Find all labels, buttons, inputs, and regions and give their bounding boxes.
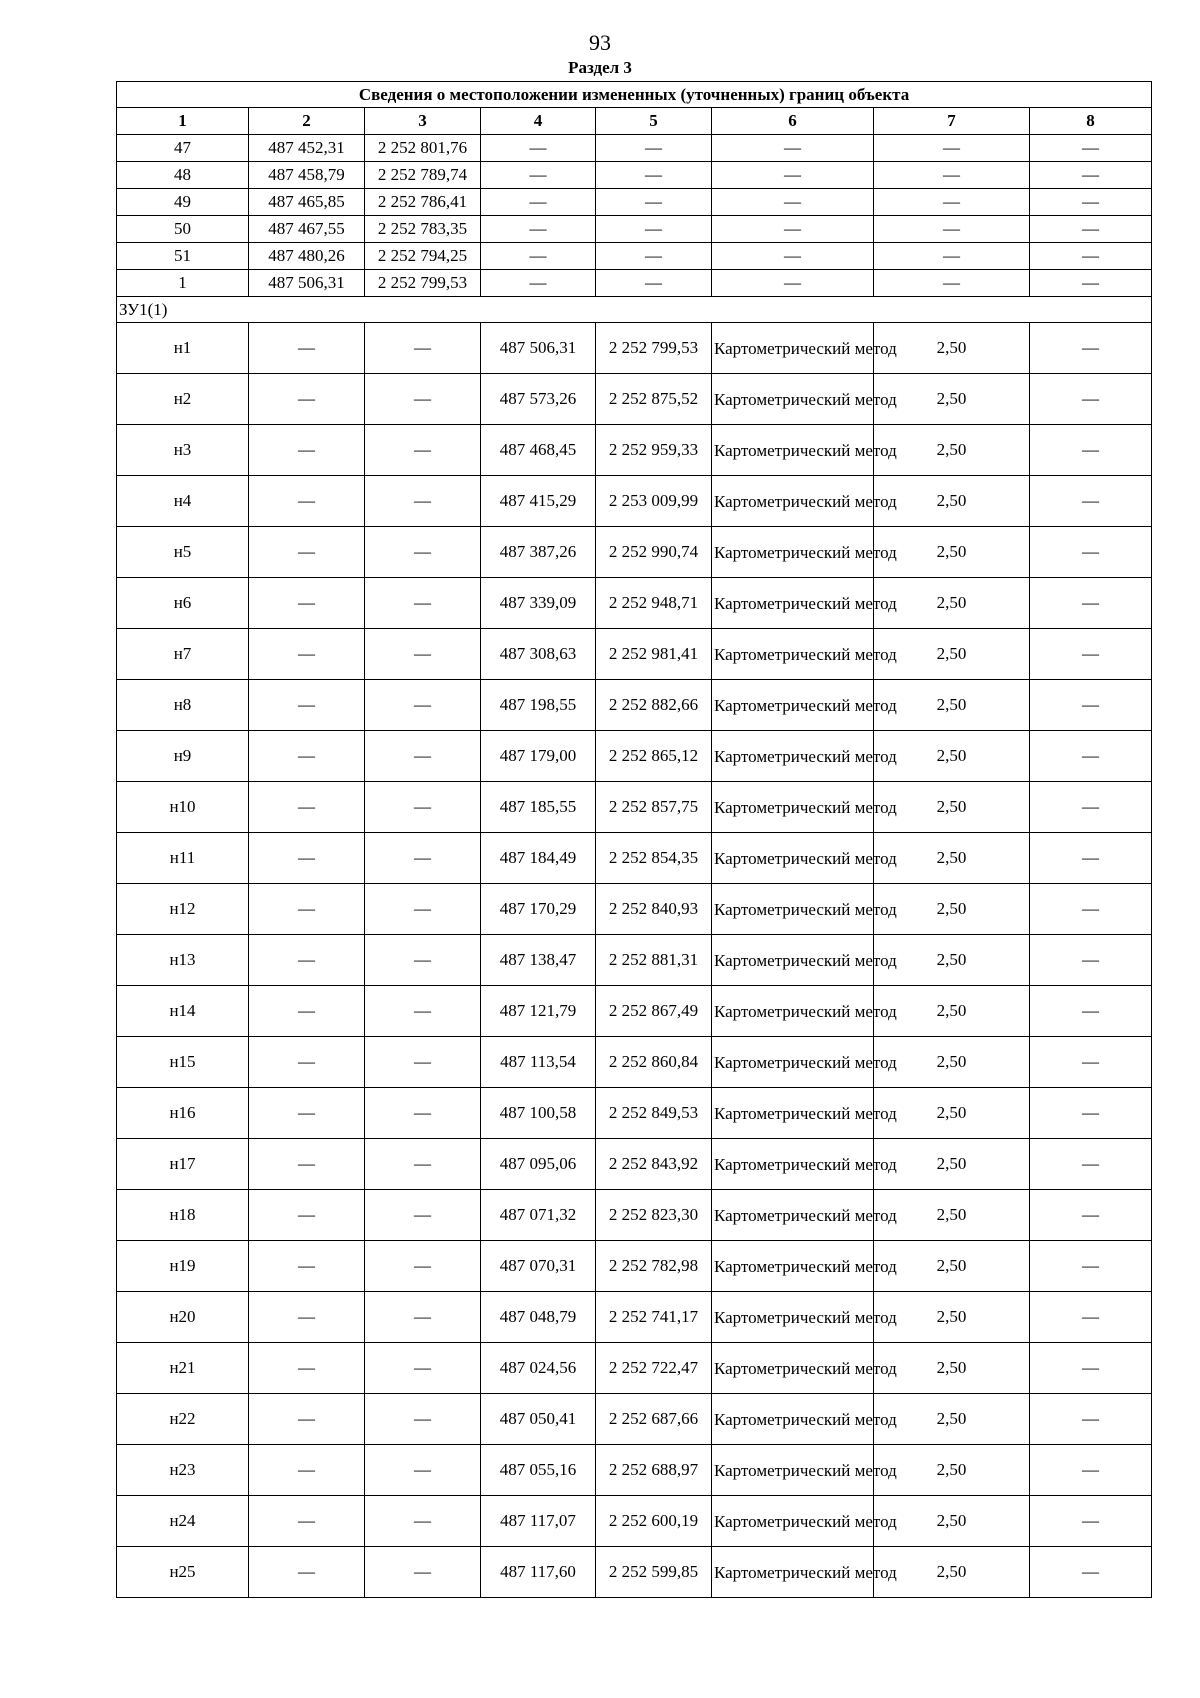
accuracy-cell: 2,50 (874, 1241, 1030, 1292)
empty-dash-cell: — (249, 476, 365, 527)
empty-dash-cell: — (249, 1547, 365, 1598)
accuracy-cell: 2,50 (874, 1088, 1030, 1139)
empty-dash-cell: — (249, 323, 365, 374)
empty-dash-cell: — (1030, 1190, 1152, 1241)
accuracy-cell: 2,50 (874, 782, 1030, 833)
column-number-5: 5 (596, 108, 712, 135)
existing-y-cell: 2 252 783,35 (365, 216, 481, 243)
empty-dash-cell: — (365, 986, 481, 1037)
accuracy-cell: 2,50 (874, 1292, 1030, 1343)
empty-dash-cell: — (365, 731, 481, 782)
new-y-cell: 2 252 600,19 (596, 1496, 712, 1547)
new-x-cell: 487 055,16 (481, 1445, 596, 1496)
empty-dash-cell: — (365, 1445, 481, 1496)
accuracy-cell: 2,50 (874, 374, 1030, 425)
accuracy-cell: 2,50 (874, 476, 1030, 527)
new-x-cell: 487 339,09 (481, 578, 596, 629)
empty-dash-cell: — (1030, 782, 1152, 833)
table-row (117, 1241, 1152, 1292)
empty-dash-cell: — (1030, 243, 1152, 270)
empty-dash-cell: — (365, 1394, 481, 1445)
method-cell: Картометрический метод (712, 1394, 874, 1445)
method-cell: Картометрический метод (712, 476, 874, 527)
method-cell: Картометрический метод (712, 578, 874, 629)
new-x-cell: 487 198,55 (481, 680, 596, 731)
accuracy-cell: 2,50 (874, 1547, 1030, 1598)
empty-dash-cell: — (365, 476, 481, 527)
empty-dash-cell: — (1030, 135, 1152, 162)
empty-dash-cell: — (1030, 833, 1152, 884)
group-row (117, 297, 1152, 323)
table-row (117, 425, 1152, 476)
empty-dash-cell: — (481, 216, 596, 243)
existing-y-cell: 2 252 789,74 (365, 162, 481, 189)
new-y-cell: 2 252 840,93 (596, 884, 712, 935)
new-x-cell: 487 095,06 (481, 1139, 596, 1190)
new-y-cell: 2 252 823,30 (596, 1190, 712, 1241)
empty-dash-cell: — (712, 270, 874, 297)
column-number-row (117, 108, 1152, 135)
empty-dash-cell: — (481, 270, 596, 297)
table-row (117, 243, 1152, 270)
empty-dash-cell: — (365, 527, 481, 578)
new-y-cell: 2 252 687,66 (596, 1394, 712, 1445)
new-x-cell: 487 100,58 (481, 1088, 596, 1139)
table-body (117, 82, 1152, 1598)
empty-dash-cell: — (365, 1292, 481, 1343)
point-number-cell: н16 (117, 1088, 249, 1139)
point-number-cell: н9 (117, 731, 249, 782)
empty-dash-cell: — (249, 833, 365, 884)
page-number: 93 (589, 30, 611, 55)
table-row (117, 527, 1152, 578)
new-x-cell: 487 415,29 (481, 476, 596, 527)
method-cell: Картометрический метод (712, 1343, 874, 1394)
table-row (117, 162, 1152, 189)
empty-dash-cell: — (365, 833, 481, 884)
method-cell: Картометрический метод (712, 1139, 874, 1190)
point-number-cell: н18 (117, 1190, 249, 1241)
existing-y-cell: 2 252 786,41 (365, 189, 481, 216)
table-row (117, 1139, 1152, 1190)
empty-dash-cell: — (365, 1139, 481, 1190)
empty-dash-cell: — (1030, 1496, 1152, 1547)
method-cell: Картометрический метод (712, 1547, 874, 1598)
empty-dash-cell: — (249, 527, 365, 578)
empty-dash-cell: — (249, 425, 365, 476)
accuracy-cell: 2,50 (874, 833, 1030, 884)
method-cell: Картометрический метод (712, 680, 874, 731)
empty-dash-cell: — (1030, 1088, 1152, 1139)
new-y-cell: 2 252 881,31 (596, 935, 712, 986)
empty-dash-cell: — (365, 1088, 481, 1139)
point-number-cell: н20 (117, 1292, 249, 1343)
accuracy-cell: 2,50 (874, 578, 1030, 629)
empty-dash-cell: — (249, 1394, 365, 1445)
empty-dash-cell: — (874, 189, 1030, 216)
empty-dash-cell: — (712, 162, 874, 189)
empty-dash-cell: — (249, 578, 365, 629)
accuracy-cell: 2,50 (874, 629, 1030, 680)
accuracy-cell: 2,50 (874, 884, 1030, 935)
new-x-cell: 487 170,29 (481, 884, 596, 935)
table-row (117, 1445, 1152, 1496)
empty-dash-cell: — (249, 782, 365, 833)
table-row (117, 323, 1152, 374)
empty-dash-cell: — (365, 782, 481, 833)
column-number-1: 1 (117, 108, 249, 135)
existing-x-cell: 487 467,55 (249, 216, 365, 243)
point-number-cell: н14 (117, 986, 249, 1037)
new-x-cell: 487 121,79 (481, 986, 596, 1037)
empty-dash-cell: — (249, 986, 365, 1037)
new-y-cell: 2 252 882,66 (596, 680, 712, 731)
new-x-cell: 487 468,45 (481, 425, 596, 476)
table-row (117, 1037, 1152, 1088)
new-x-cell: 487 048,79 (481, 1292, 596, 1343)
empty-dash-cell: — (1030, 935, 1152, 986)
point-number-cell: н15 (117, 1037, 249, 1088)
empty-dash-cell: — (249, 1292, 365, 1343)
table-row (117, 270, 1152, 297)
empty-dash-cell: — (249, 680, 365, 731)
empty-dash-cell: — (365, 884, 481, 935)
empty-dash-cell: — (1030, 680, 1152, 731)
new-x-cell: 487 179,00 (481, 731, 596, 782)
column-number-4: 4 (481, 108, 596, 135)
new-x-cell: 487 070,31 (481, 1241, 596, 1292)
accuracy-cell: 2,50 (874, 1496, 1030, 1547)
new-y-cell: 2 252 948,71 (596, 578, 712, 629)
new-x-cell: 487 113,54 (481, 1037, 596, 1088)
empty-dash-cell: — (249, 1241, 365, 1292)
new-x-cell: 487 184,49 (481, 833, 596, 884)
accuracy-cell: 2,50 (874, 986, 1030, 1037)
empty-dash-cell: — (249, 1190, 365, 1241)
empty-dash-cell: — (712, 243, 874, 270)
method-cell: Картометрический метод (712, 374, 874, 425)
point-number-cell: н6 (117, 578, 249, 629)
empty-dash-cell: — (596, 162, 712, 189)
method-cell: Картометрический метод (712, 1190, 874, 1241)
table-row (117, 1496, 1152, 1547)
new-y-cell: 2 252 688,97 (596, 1445, 712, 1496)
accuracy-cell: 2,50 (874, 425, 1030, 476)
new-y-cell: 2 252 741,17 (596, 1292, 712, 1343)
table-row (117, 1088, 1152, 1139)
table-row (117, 216, 1152, 243)
empty-dash-cell: — (1030, 323, 1152, 374)
method-cell: Картометрический метод (712, 782, 874, 833)
method-cell: Картометрический метод (712, 986, 874, 1037)
empty-dash-cell: — (365, 629, 481, 680)
point-number-cell: н4 (117, 476, 249, 527)
empty-dash-cell: — (365, 1496, 481, 1547)
empty-dash-cell: — (249, 1037, 365, 1088)
table-row (117, 680, 1152, 731)
empty-dash-cell: — (1030, 1037, 1152, 1088)
new-y-cell: 2 252 959,33 (596, 425, 712, 476)
empty-dash-cell: — (365, 425, 481, 476)
point-number-cell: н21 (117, 1343, 249, 1394)
table-row (117, 1292, 1152, 1343)
empty-dash-cell: — (874, 270, 1030, 297)
table-row (117, 135, 1152, 162)
empty-dash-cell: — (596, 270, 712, 297)
method-cell: Картометрический метод (712, 527, 874, 578)
empty-dash-cell: — (249, 1343, 365, 1394)
column-number-2: 2 (249, 108, 365, 135)
point-number-cell: 51 (117, 243, 249, 270)
empty-dash-cell: — (249, 1496, 365, 1547)
new-y-cell: 2 252 990,74 (596, 527, 712, 578)
new-y-cell: 2 252 849,53 (596, 1088, 712, 1139)
table-row (117, 189, 1152, 216)
empty-dash-cell: — (596, 216, 712, 243)
point-number-cell: 50 (117, 216, 249, 243)
empty-dash-cell: — (249, 884, 365, 935)
method-cell: Картометрический метод (712, 1445, 874, 1496)
accuracy-cell: 2,50 (874, 731, 1030, 782)
accuracy-cell: 2,50 (874, 527, 1030, 578)
point-number-cell: н10 (117, 782, 249, 833)
method-cell: Картометрический метод (712, 323, 874, 374)
empty-dash-cell: — (481, 243, 596, 270)
table-row (117, 476, 1152, 527)
new-y-cell: 2 252 599,85 (596, 1547, 712, 1598)
empty-dash-cell: — (249, 731, 365, 782)
empty-dash-cell: — (365, 935, 481, 986)
empty-dash-cell: — (365, 1037, 481, 1088)
point-number-cell: н24 (117, 1496, 249, 1547)
point-number-cell: н1 (117, 323, 249, 374)
empty-dash-cell: — (249, 1139, 365, 1190)
new-y-cell: 2 252 857,75 (596, 782, 712, 833)
empty-dash-cell: — (1030, 629, 1152, 680)
table-row (117, 1394, 1152, 1445)
point-number-cell: н7 (117, 629, 249, 680)
table-title: Сведения о местоположении измененных (уточненных) границ объекта (117, 82, 1152, 108)
existing-x-cell: 487 458,79 (249, 162, 365, 189)
empty-dash-cell: — (481, 135, 596, 162)
column-number-3: 3 (365, 108, 481, 135)
empty-dash-cell: — (365, 578, 481, 629)
empty-dash-cell: — (1030, 1343, 1152, 1394)
empty-dash-cell: — (1030, 731, 1152, 782)
method-cell: Картометрический метод (712, 1292, 874, 1343)
empty-dash-cell: — (712, 189, 874, 216)
table-row (117, 884, 1152, 935)
new-y-cell: 2 252 981,41 (596, 629, 712, 680)
empty-dash-cell: — (874, 243, 1030, 270)
empty-dash-cell: — (1030, 270, 1152, 297)
point-number-cell: 47 (117, 135, 249, 162)
method-cell: Картометрический метод (712, 425, 874, 476)
boundary-table (116, 81, 1152, 1598)
new-y-cell: 2 252 867,49 (596, 986, 712, 1037)
new-x-cell: 487 138,47 (481, 935, 596, 986)
new-x-cell: 487 050,41 (481, 1394, 596, 1445)
accuracy-cell: 2,50 (874, 1190, 1030, 1241)
new-x-cell: 487 387,26 (481, 527, 596, 578)
new-x-cell: 487 024,56 (481, 1343, 596, 1394)
accuracy-cell: 2,50 (874, 1037, 1030, 1088)
point-number-cell: н2 (117, 374, 249, 425)
point-number-cell: н12 (117, 884, 249, 935)
table-row (117, 1343, 1152, 1394)
point-number-cell: н8 (117, 680, 249, 731)
accuracy-cell: 2,50 (874, 1394, 1030, 1445)
new-x-cell: 487 117,60 (481, 1547, 596, 1598)
column-number-6: 6 (712, 108, 874, 135)
empty-dash-cell: — (1030, 578, 1152, 629)
point-number-cell: н19 (117, 1241, 249, 1292)
new-x-cell: 487 185,55 (481, 782, 596, 833)
empty-dash-cell: — (1030, 1445, 1152, 1496)
empty-dash-cell: — (1030, 216, 1152, 243)
existing-x-cell: 487 465,85 (249, 189, 365, 216)
empty-dash-cell: — (249, 1088, 365, 1139)
new-x-cell: 487 506,31 (481, 323, 596, 374)
column-number-8: 8 (1030, 108, 1152, 135)
point-number-cell: 1 (117, 270, 249, 297)
table-row (117, 374, 1152, 425)
empty-dash-cell: — (365, 1241, 481, 1292)
empty-dash-cell: — (365, 323, 481, 374)
empty-dash-cell: — (874, 162, 1030, 189)
new-y-cell: 2 253 009,99 (596, 476, 712, 527)
existing-y-cell: 2 252 794,25 (365, 243, 481, 270)
table-title-row (117, 82, 1152, 108)
empty-dash-cell: — (481, 189, 596, 216)
group-label: ЗУ1(1) (117, 297, 1152, 323)
accuracy-cell: 2,50 (874, 1343, 1030, 1394)
empty-dash-cell: — (712, 216, 874, 243)
new-x-cell: 487 071,32 (481, 1190, 596, 1241)
new-y-cell: 2 252 799,53 (596, 323, 712, 374)
accuracy-cell: 2,50 (874, 1139, 1030, 1190)
empty-dash-cell: — (1030, 1292, 1152, 1343)
existing-x-cell: 487 480,26 (249, 243, 365, 270)
empty-dash-cell: — (874, 216, 1030, 243)
new-y-cell: 2 252 865,12 (596, 731, 712, 782)
empty-dash-cell: — (596, 243, 712, 270)
existing-x-cell: 487 452,31 (249, 135, 365, 162)
empty-dash-cell: — (365, 1343, 481, 1394)
point-number-cell: н22 (117, 1394, 249, 1445)
table-row (117, 1190, 1152, 1241)
empty-dash-cell: — (1030, 1241, 1152, 1292)
empty-dash-cell: — (249, 935, 365, 986)
empty-dash-cell: — (1030, 527, 1152, 578)
table-row (117, 629, 1152, 680)
point-number-cell: н5 (117, 527, 249, 578)
empty-dash-cell: — (365, 374, 481, 425)
table-row (117, 782, 1152, 833)
empty-dash-cell: — (1030, 425, 1152, 476)
new-x-cell: 487 573,26 (481, 374, 596, 425)
empty-dash-cell: — (249, 374, 365, 425)
point-number-cell: н23 (117, 1445, 249, 1496)
method-cell: Картометрический метод (712, 1241, 874, 1292)
point-number-cell: н3 (117, 425, 249, 476)
method-cell: Картометрический метод (712, 935, 874, 986)
empty-dash-cell: — (596, 189, 712, 216)
point-number-cell: н17 (117, 1139, 249, 1190)
empty-dash-cell: — (249, 629, 365, 680)
table-row (117, 833, 1152, 884)
column-number-7: 7 (874, 108, 1030, 135)
point-number-cell: н11 (117, 833, 249, 884)
empty-dash-cell: — (1030, 162, 1152, 189)
accuracy-cell: 2,50 (874, 935, 1030, 986)
method-cell: Картометрический метод (712, 629, 874, 680)
method-cell: Картометрический метод (712, 731, 874, 782)
method-cell: Картометрический метод (712, 1088, 874, 1139)
empty-dash-cell: — (1030, 189, 1152, 216)
empty-dash-cell: — (874, 135, 1030, 162)
table-row (117, 578, 1152, 629)
section-label: Раздел 3 (568, 58, 632, 77)
accuracy-cell: 2,50 (874, 323, 1030, 374)
method-cell: Картометрический метод (712, 884, 874, 935)
empty-dash-cell: — (481, 162, 596, 189)
table-row (117, 935, 1152, 986)
new-y-cell: 2 252 843,92 (596, 1139, 712, 1190)
accuracy-cell: 2,50 (874, 1445, 1030, 1496)
point-number-cell: 49 (117, 189, 249, 216)
method-cell: Картометрический метод (712, 1037, 874, 1088)
empty-dash-cell: — (365, 680, 481, 731)
existing-x-cell: 487 506,31 (249, 270, 365, 297)
empty-dash-cell: — (596, 135, 712, 162)
method-cell: Картометрический метод (712, 1496, 874, 1547)
new-x-cell: 487 308,63 (481, 629, 596, 680)
existing-y-cell: 2 252 801,76 (365, 135, 481, 162)
empty-dash-cell: — (712, 135, 874, 162)
empty-dash-cell: — (249, 1445, 365, 1496)
empty-dash-cell: — (1030, 374, 1152, 425)
new-x-cell: 487 117,07 (481, 1496, 596, 1547)
empty-dash-cell: — (1030, 884, 1152, 935)
new-y-cell: 2 252 854,35 (596, 833, 712, 884)
empty-dash-cell: — (1030, 476, 1152, 527)
table-row (117, 986, 1152, 1037)
point-number-cell: н13 (117, 935, 249, 986)
point-number-cell: 48 (117, 162, 249, 189)
empty-dash-cell: — (1030, 1139, 1152, 1190)
table-row (117, 1547, 1152, 1598)
empty-dash-cell: — (365, 1190, 481, 1241)
existing-y-cell: 2 252 799,53 (365, 270, 481, 297)
method-cell: Картометрический метод (712, 833, 874, 884)
accuracy-cell: 2,50 (874, 680, 1030, 731)
new-y-cell: 2 252 860,84 (596, 1037, 712, 1088)
new-y-cell: 2 252 722,47 (596, 1343, 712, 1394)
new-y-cell: 2 252 782,98 (596, 1241, 712, 1292)
table-row (117, 731, 1152, 782)
empty-dash-cell: — (1030, 1394, 1152, 1445)
point-number-cell: н25 (117, 1547, 249, 1598)
empty-dash-cell: — (1030, 1547, 1152, 1598)
new-y-cell: 2 252 875,52 (596, 374, 712, 425)
empty-dash-cell: — (365, 1547, 481, 1598)
empty-dash-cell: — (1030, 986, 1152, 1037)
